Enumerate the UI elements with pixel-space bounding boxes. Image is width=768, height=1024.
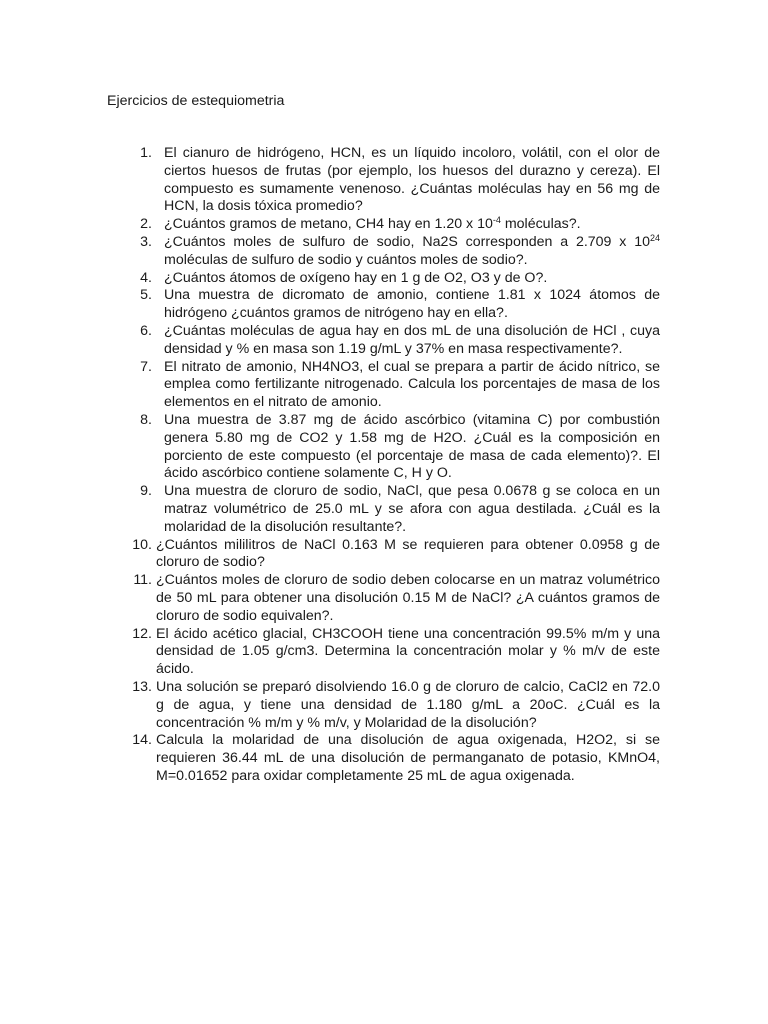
item-text-before: ¿Cuántos gramos de metano, CH4 hay en 1.20 x 10 [164, 216, 493, 233]
exercise-list [112, 145, 660, 786]
exercise-item-11 [112, 572, 660, 625]
exercise-item-10 [112, 537, 660, 573]
item-number: 1. [140, 145, 152, 161]
item-text: Una muestra de cloruro de sodio, NaCl, que pesa 0.0678 g se coloca en un matraz volumétrico de 25.0 mL y se afora con agua destilada. ¿Cuál es la molaridad de la disolución resultante?. [164, 483, 660, 535]
item-text: ¿Cuántas moléculas de agua hay en dos mL de una disolución de HCl , cuya densidad y % en masa son 1.19 g/mL y 37% en masa respectivamente?. [164, 322, 660, 357]
item-number: 12. [132, 625, 152, 642]
item-number: 13. [132, 678, 152, 695]
item-number: 7. [140, 358, 152, 375]
item-number: 9. [140, 483, 152, 500]
page-title: Ejercicios de estequiometria [107, 93, 285, 109]
item-text-before: ¿Cuántos moles de sulfuro de sodio, Na2S corresponden a 2.709 x 10 [164, 233, 650, 250]
exercise-item-9 [112, 483, 660, 536]
item-text: El nitrato de amonio, NH4NO3, el cual se prepara a partir de ácido nítrico, se emplea como fertilizante nitrogenado. Calcula los porcentajes de masa de los elementos en el nitrato de amonio. [164, 358, 660, 411]
item-number: 2. [140, 216, 152, 233]
item-text: Una muestra de dicromato de amonio, contiene 1.81 x 1024 átomos de hidrógeno ¿cuántos gramos de nitrógeno hay en ella?. [164, 287, 660, 322]
exercise-item-7 [112, 359, 660, 412]
exercise-item-3 [112, 234, 660, 270]
exercise-item-13 [112, 679, 660, 732]
exercise-item-2 [112, 216, 660, 234]
exercise-item-8 [112, 412, 660, 483]
item-text-after: moléculas?. [500, 216, 581, 233]
item-number: 14. [132, 732, 152, 749]
item-text: ¿Cuántos moles de cloruro de sodio deben colocarse en un matraz volumétrico de 50 mL para obtener una disolución 0.15 M de NaCl? ¿A cuántos gramos de cloruro de sodio equivalen?. [156, 572, 660, 624]
item-text [152, 234, 660, 270]
item-text: El ácido acético glacial, CH3COOH tiene una concentración 99.5% m/m y una densidad de 1.05 g/cm3. Determina la concentración molar y % m/v de este ácido. [156, 625, 660, 678]
superscript: -4 [492, 215, 501, 226]
exercise-item-5 [112, 287, 660, 323]
item-text: Una muestra de 3.87 mg de ácido ascórbico (vitamina C) por combustión genera 5.80 mg de CO2 y 1.58 mg de H2O. ¿Cuál es la composición en porciento de este compuesto (el porcentaje de masa de cada elemento)?. El ácido ascórbico contiene solamente C, H y O. [164, 411, 660, 482]
item-text: Una solución se preparó disolviendo 16.0 g de cloruro de calcio, CaCl2 en 72.0 g de agua, y tiene una densidad de 1.180 g/mL a 20oC. ¿Cuál es la concentración % m/m y % m/v, y Molaridad de la disolución? [156, 678, 660, 731]
item-number: 8. [140, 411, 152, 428]
exercise-item-14 [112, 732, 660, 785]
item-text: El cianuro de hidrógeno, HCN, es un líquido incoloro, volátil, con el olor de ciertos huesos de frutas (por ejemplo, los huesos del durazno y cereza). El compuesto es sumamente venenoso. ¿Cuántas moléculas hay en 56 mg de HCN, la dosis tóxica promedio? [164, 145, 660, 215]
superscript: 24 [649, 232, 660, 243]
item-text [152, 216, 660, 234]
item-number: 4. [140, 269, 152, 286]
item-text: ¿Cuántos mililitros de NaCl 0.163 M se requieren para obtener 0.0958 g de cloruro de sodio? [156, 536, 660, 571]
exercise-item-12 [112, 626, 660, 679]
exercise-item-6 [112, 323, 660, 359]
item-text-after: moléculas de sulfuro de sodio y cuántos moles de sodio?. [164, 251, 528, 268]
exercise-item-1 [112, 145, 660, 216]
item-number: 11. [133, 572, 152, 589]
item-text: Calcula la molaridad de una disolución de agua oxigenada, H2O2, si se requieren 36.44 mL de una disolución de permanganato de potasio, KMnO4, M=0.01652 para oxidar completamente 25 mL de agua oxigenada. [156, 732, 660, 784]
item-text: ¿Cuántos átomos de oxígeno hay en 1 g de O2, O3 y de O?. [164, 269, 548, 286]
exercise-item-4 [112, 270, 660, 288]
item-number: 3. [140, 233, 152, 250]
item-number: 5. [140, 287, 152, 304]
item-number: 6. [140, 322, 152, 339]
item-number: 10. [132, 536, 152, 553]
